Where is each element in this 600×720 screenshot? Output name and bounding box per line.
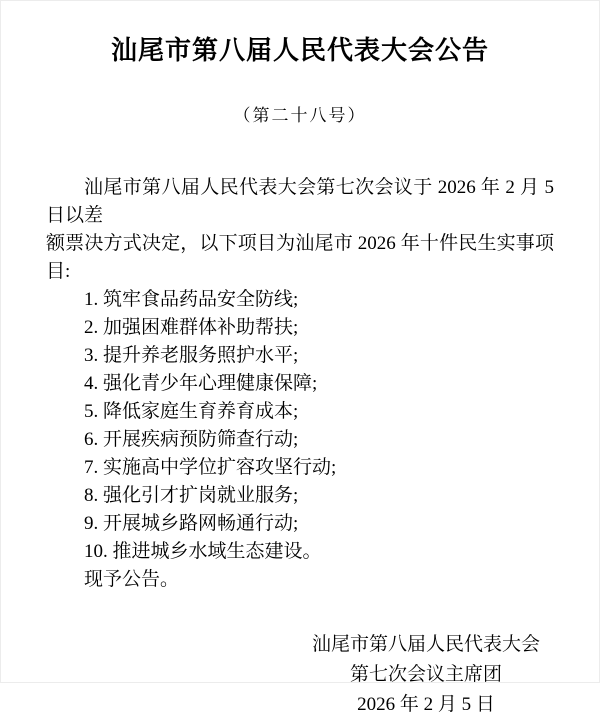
list-item-5: 5. 降低家庭生育养育成本;: [84, 401, 299, 422]
closing-line: 现予公告。: [84, 569, 180, 590]
list-item-9: 9. 开展城乡路网畅通行动;: [84, 513, 299, 534]
signature-org: 汕尾市第八届人民代表大会: [311, 634, 540, 655]
list-item-8: 8. 强化引才扩岗就业服务;: [84, 485, 299, 506]
doc-title: 汕尾市第八届人民代表大会公告: [110, 36, 489, 65]
list-item-6: 6. 开展疾病预防筛查行动;: [84, 429, 299, 450]
list-item-1: 1. 筑牢食品药品安全防线;: [84, 289, 299, 310]
doc-number: （第二十八号）: [233, 106, 367, 125]
signature-block: [312, 630, 540, 720]
signature-session: 第七次会议主席团: [349, 664, 502, 685]
paragraph-line-1: 汕尾市第八届人民代表大会第七次会议于 2026 年 2 月 5 日以差: [46, 177, 554, 226]
paragraph-line-2: 额票决方式决定，以下项目为汕尾市 2026 年十件民生实事项目:: [46, 233, 554, 282]
list-item-3: 3. 提升养老服务照护水平;: [84, 345, 299, 366]
list-item-7: 7. 实施高中学位扩容攻坚行动;: [84, 457, 337, 478]
signature-date: 2026 年 2 月 5 日: [357, 694, 495, 715]
list-item-2: 2. 加强困难群体补助帮扶;: [84, 317, 299, 338]
list-item-10: 10. 推进城乡水域生态建设。: [84, 541, 322, 562]
list-item-4: 4. 强化青少年心理健康保障;: [84, 373, 318, 394]
doc-body: [46, 174, 554, 594]
